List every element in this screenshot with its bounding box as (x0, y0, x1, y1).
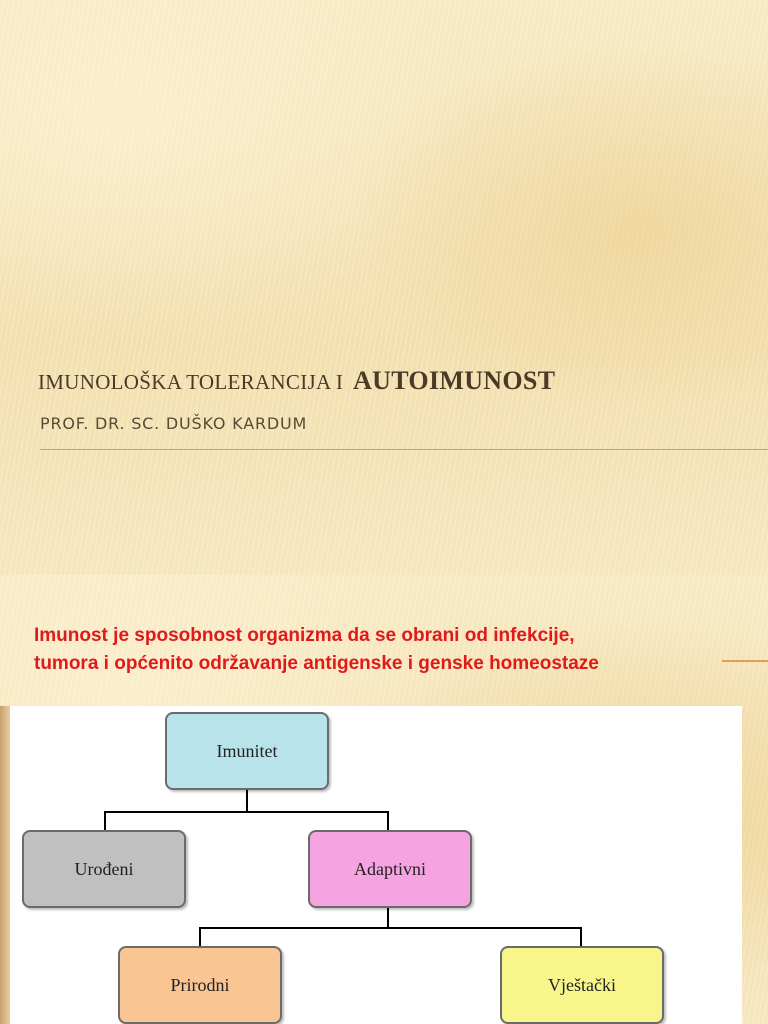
diagram-edge (0, 706, 10, 1024)
intro-text (34, 622, 754, 678)
connector-artificial (580, 927, 582, 947)
title-part-1: IMUNOLOŠKA TOLERANCIJA I (38, 370, 344, 394)
connector-level1-horizontal (104, 811, 389, 813)
connector-adaptive (387, 811, 389, 831)
slide-subtitle: PROF. DR. SC. DUŠKO KARDUM (40, 414, 308, 433)
node-natural (118, 946, 282, 1024)
node-innate (22, 830, 186, 908)
connector-natural (199, 927, 201, 947)
node-artificial (500, 946, 664, 1024)
slide-title (38, 366, 555, 396)
connector-level2-horizontal (199, 927, 582, 929)
connector-root-down (246, 788, 248, 812)
node-immunity (165, 712, 329, 790)
node-adaptive (308, 830, 472, 908)
title-part-2: AUTOIMUNOST (353, 366, 556, 395)
node-adaptive-label: Adaptivni (354, 858, 426, 879)
immunity-diagram (10, 706, 742, 1024)
intro-line-2: tumora i općenito održavanje antigenske i genske homeostaze (34, 653, 599, 674)
title-divider (40, 449, 768, 450)
node-natural-label: Prirodni (170, 974, 230, 995)
node-innate-label: Urođeni (74, 858, 134, 879)
connector-adaptive-down (387, 906, 389, 928)
node-artificial-label: Vještački (548, 974, 616, 995)
accent-bar (722, 660, 768, 662)
node-immunity-label: Imunitet (216, 740, 278, 761)
intro-line-1: Imunost je sposobnost organizma da se obrani od infekcije, (34, 625, 575, 646)
connector-innate (104, 811, 106, 831)
